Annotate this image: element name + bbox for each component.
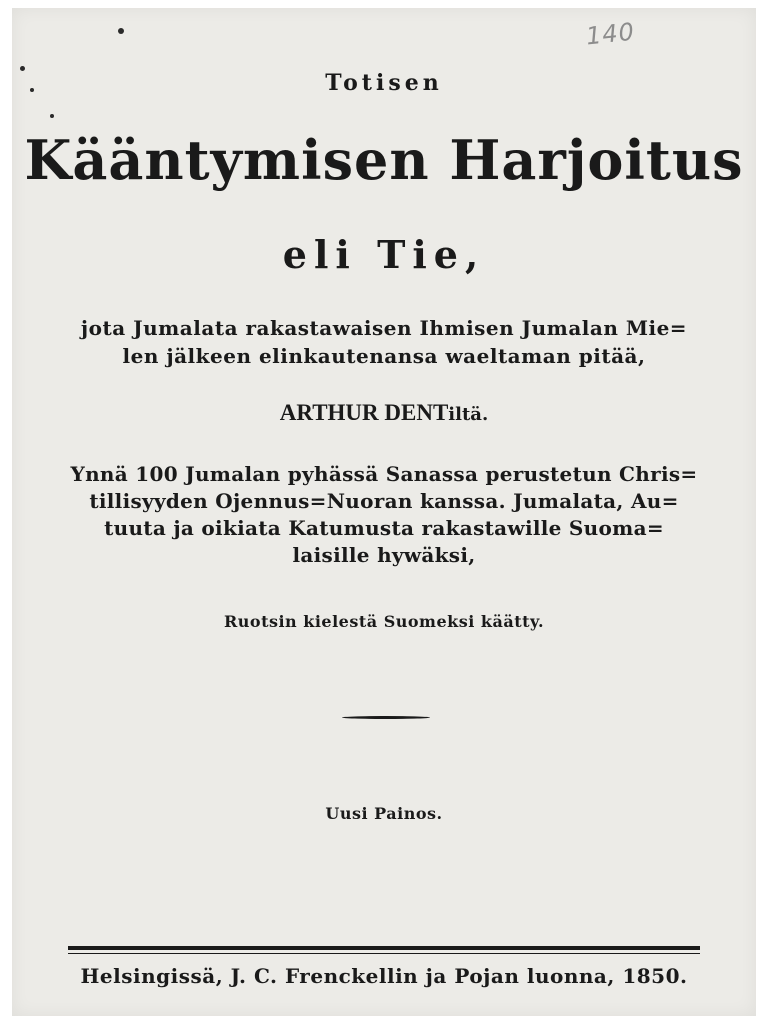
- author-name: ARTHUR DENT: [279, 400, 449, 425]
- ink-spot: [118, 28, 124, 34]
- translation-note: Ruotsin kielestä Suomeksi käätty.: [223, 612, 545, 631]
- description-line: jota Jumalata rakastawaisen Ihmisen Jumalan Mie=: [80, 316, 688, 340]
- edition-label: Uusi Painos.: [325, 804, 443, 823]
- additional-line: tuuta ja oikiata Katumusta rakastawille Suoma=: [104, 516, 664, 540]
- additional-line: laisille hywäksi,: [292, 543, 476, 567]
- imprint-rule-thick: [68, 946, 700, 950]
- author-line: [0, 400, 768, 426]
- pencil-note: 140: [584, 17, 637, 51]
- imprint: Helsingissä, J. C. Frenckellin ja Pojan luonna, 1850.: [80, 964, 688, 988]
- pretitle: Totisen: [325, 70, 443, 96]
- additional-line: tillisyyden Ojennus=Nuoran kanssa. Jumalata, Au=: [89, 489, 679, 513]
- author-suffix: iltä.: [448, 404, 489, 425]
- ink-spot: [50, 114, 54, 118]
- description-line: len jälkeen elinkautenansa waeltaman pitää,: [122, 344, 646, 368]
- imprint-rule-thin: [68, 953, 700, 954]
- main-title: Kääntymisen Harjoitus: [24, 128, 744, 192]
- decorative-rule: [342, 716, 430, 719]
- additional-line: Ynnä 100 Jumalan pyhässä Sanassa perustetun Chris=: [70, 462, 698, 486]
- subtitle: eli Tie,: [282, 232, 486, 277]
